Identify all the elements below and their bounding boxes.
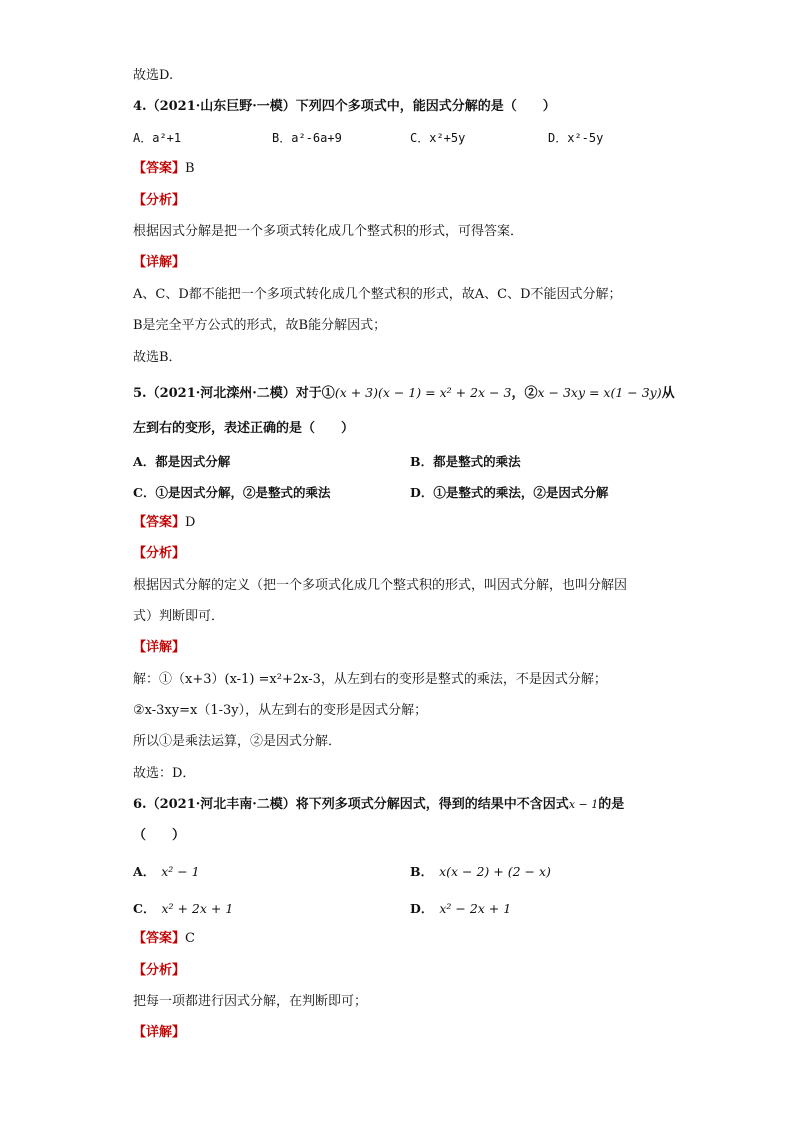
- q4-answer-label: 【答案】: [133, 161, 186, 176]
- q6-stem-part: 6.（2021·河北丰南·二模）将下列多项式分解因式，得到的结果中不含因式: [133, 797, 569, 812]
- q5-stem-part: ，②: [511, 386, 538, 401]
- q5-detail-line: 所以①是乘法运算，②是因式分解．: [133, 734, 342, 749]
- q6-option-expression: x² − 1: [161, 864, 200, 879]
- q5-detail-line: ②x-3xy=x（1-3y），从左到右的变形是因式分解；: [133, 703, 428, 718]
- q6-answer-label: 【答案】: [133, 931, 186, 946]
- q6-stem-line-2: （ ）: [133, 828, 186, 843]
- q4-option-d: D．x²-5y: [548, 131, 604, 145]
- q5-stem-part: 5.（2021·河北滦州·二模）对于①: [133, 386, 335, 401]
- q5-option-a: A．都是因式分解: [133, 454, 231, 469]
- q4-answer-value: B: [185, 161, 195, 176]
- q6-stem: [133, 796, 624, 814]
- q5-option-d: D．①是整式的乘法，②是因式分解: [410, 485, 609, 500]
- q4-option-b: B．a²-6a+9: [272, 131, 342, 145]
- q6-option-d: [410, 900, 511, 918]
- q5-analysis-line: 式）判断即可．: [133, 609, 225, 624]
- q5-detail-label: 【详解】: [133, 640, 186, 655]
- q4-detail-line: 故选B．: [133, 350, 182, 365]
- q4-option-a: A．a²+1: [133, 131, 182, 145]
- q6-option-label: D．: [410, 901, 434, 916]
- q6-option-expression: x² + 2x + 1: [161, 901, 234, 916]
- q6-option-label: A．: [133, 864, 156, 879]
- q5-stem-line-2: 左到右的变形，表述正确的是（ ）: [133, 421, 355, 436]
- q5-detail-line: 解：①（x+3）(x-1) =x²+2x-3，从左到右的变形是整式的乘法，不是因式分解；: [133, 672, 607, 687]
- q4-answer-row: [133, 160, 195, 178]
- q6-option-expression: x(x − 2) + (2 − x): [439, 864, 551, 879]
- q5-answer-row: [133, 514, 195, 532]
- q6-option-expression: x² − 2x + 1: [439, 901, 512, 916]
- q4-analysis-label: 【分析】: [133, 193, 186, 208]
- q5-answer-label: 【答案】: [133, 515, 186, 530]
- q5-expression-1: (x + 3)(x − 1) = x² + 2x − 3: [334, 385, 512, 400]
- q5-analysis-line: 根据因式分解的定义（把一个多项式化成几个整式积的形式，叫因式分解，也叫分解因: [133, 578, 628, 593]
- q5-option-b: B．都是整式的乘法: [410, 454, 521, 469]
- q6-analysis-text: 把每一项都进行因式分解，在判断即可；: [133, 994, 368, 1009]
- q4-stem: 4.（2021·山东巨野·一模）下列四个多项式中，能因式分解的是（ ）: [133, 99, 556, 114]
- q4-option-c: C．x²+5y: [410, 131, 466, 145]
- q5-expression-2: x − 3xy = x(1 − 3y): [537, 385, 662, 400]
- q5-detail-line: 故选：D．: [133, 766, 196, 781]
- q6-analysis-label: 【分析】: [133, 963, 186, 978]
- q5-stem-part: 从: [661, 386, 675, 401]
- q5-option-c: C．①是因式分解，②是整式的乘法: [133, 485, 331, 500]
- q4-detail-line: B是完全平方公式的形式，故B能分解因式；: [133, 318, 387, 333]
- q6-answer-value: C: [185, 931, 195, 946]
- q5-analysis-label: 【分析】: [133, 546, 186, 561]
- q6-option-b: [410, 863, 551, 881]
- q6-option-a: [133, 863, 200, 881]
- q6-option-c: [133, 900, 233, 918]
- q6-option-label: B．: [410, 864, 434, 879]
- q4-detail-line: A、C、D都不能把一个多项式转化成几个整式积的形式，故A、C、D不能因式分解；: [133, 287, 622, 302]
- top-conclusion: 故选D.: [133, 68, 174, 83]
- q4-analysis-text: 根据因式分解是把一个多项式转化成几个整式积的形式，可得答案．: [133, 224, 524, 239]
- q4-detail-label: 【详解】: [133, 255, 186, 270]
- q6-stem-part: 的是: [598, 797, 625, 812]
- q6-detail-label: 【详解】: [133, 1025, 186, 1040]
- q6-answer-row: [133, 930, 195, 948]
- q5-answer-value: D: [185, 515, 196, 530]
- q5-stem: [133, 384, 675, 403]
- q6-option-label: C．: [133, 901, 156, 916]
- q6-expression: x − 1: [568, 798, 599, 811]
